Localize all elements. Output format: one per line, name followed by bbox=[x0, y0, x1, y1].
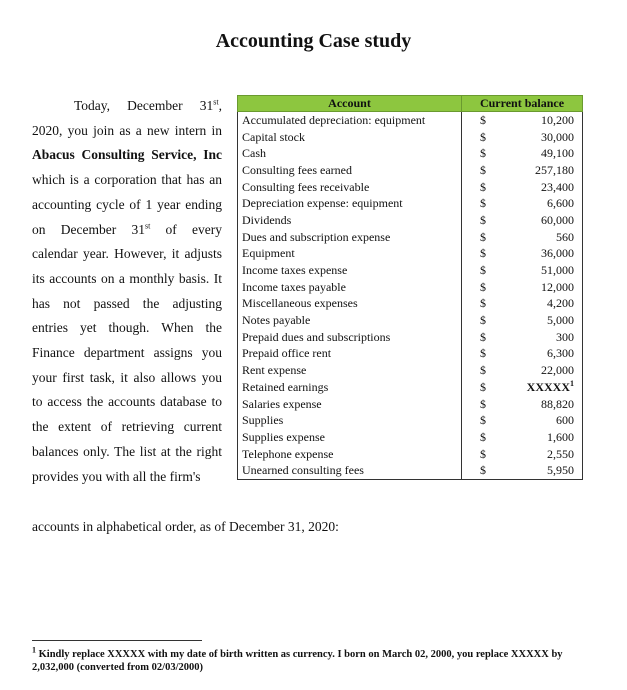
currency-symbol: $ bbox=[480, 246, 486, 261]
account-name: Depreciation expense: equipment bbox=[238, 195, 462, 212]
table-row bbox=[238, 396, 583, 413]
account-balance bbox=[504, 379, 583, 396]
account-name: Income taxes expense bbox=[238, 262, 462, 279]
table-row bbox=[238, 162, 583, 179]
currency-symbol: $ bbox=[480, 229, 486, 244]
account-name: Consulting fees receivable bbox=[238, 179, 462, 196]
account-balance bbox=[504, 129, 583, 146]
balance-value: 4,200 bbox=[547, 296, 574, 311]
account-name: Miscellaneous expenses bbox=[238, 296, 462, 313]
account-balance bbox=[504, 329, 583, 346]
table-row bbox=[238, 229, 583, 246]
account-name: Rent expense bbox=[238, 362, 462, 379]
balance-value: 60,000 bbox=[541, 212, 574, 227]
table-row bbox=[238, 129, 583, 146]
account-balance bbox=[504, 246, 583, 263]
balance-value: 23,400 bbox=[541, 179, 574, 194]
balance-value: 6,300 bbox=[547, 346, 574, 361]
currency-symbol: $ bbox=[480, 146, 486, 161]
header-account: Account bbox=[238, 96, 462, 112]
account-name: Supplies expense bbox=[238, 429, 462, 446]
footnote-divider bbox=[32, 640, 202, 641]
balance-value: 49,100 bbox=[541, 146, 574, 161]
currency-symbol: $ bbox=[480, 279, 486, 294]
account-balance bbox=[504, 145, 583, 162]
account-balance bbox=[504, 429, 583, 446]
table-row bbox=[238, 362, 583, 379]
currency-symbol: $ bbox=[480, 313, 486, 328]
account-balance bbox=[504, 229, 583, 246]
account-balance bbox=[504, 262, 583, 279]
currency-symbol: $ bbox=[480, 112, 486, 127]
account-balance bbox=[504, 179, 583, 196]
balance-value: 1,600 bbox=[547, 429, 574, 444]
table-row bbox=[238, 412, 583, 429]
balance-value: 2,550 bbox=[547, 446, 574, 461]
account-name: Notes payable bbox=[238, 312, 462, 329]
account-name: Cash bbox=[238, 145, 462, 162]
intro-date: Today, December 31st bbox=[74, 97, 219, 113]
balance-value: 6,600 bbox=[547, 196, 574, 211]
account-balance bbox=[504, 346, 583, 363]
account-balance bbox=[504, 296, 583, 313]
currency-symbol: $ bbox=[480, 396, 486, 411]
table-row bbox=[238, 296, 583, 313]
table-row bbox=[238, 312, 583, 329]
balance-value: 600 bbox=[556, 413, 574, 428]
balance-value: 12,000 bbox=[541, 279, 574, 294]
accounts-table bbox=[237, 95, 583, 480]
account-balance bbox=[504, 412, 583, 429]
table-row bbox=[238, 429, 583, 446]
table-row bbox=[238, 279, 583, 296]
account-name: Dues and subscription expense bbox=[238, 229, 462, 246]
account-name: Equipment bbox=[238, 246, 462, 263]
account-name: Prepaid dues and subscriptions bbox=[238, 329, 462, 346]
currency-symbol: $ bbox=[480, 446, 486, 461]
account-balance bbox=[504, 462, 583, 479]
intro-paragraph: Today, December 31st, 2020, you join as a new intern in Abacus Consulting Service, Inc which is a corporation that has an accounting cycle of 1 year ending on December 31st of every calendar year. However, it adjusts its accounts on a monthly basis. It has not passed the adjusting entries yet though. When the Finance department assigns you your first task, it also allows you to access the accounts database to the extent of retrieving current balances only. The list at the right provides you with all the firm's bbox=[32, 97, 222, 484]
balance-value: 22,000 bbox=[541, 363, 574, 378]
table-row bbox=[238, 379, 583, 396]
currency-symbol: $ bbox=[480, 296, 486, 311]
balance-value: 36,000 bbox=[541, 246, 574, 261]
account-balance bbox=[504, 112, 583, 129]
company-name: Abacus Consulting Service, Inc bbox=[32, 147, 222, 163]
table-row bbox=[238, 446, 583, 463]
table-row bbox=[238, 329, 583, 346]
intro-last-line: accounts in alphabetical order, as of December 31, 2020: bbox=[32, 519, 339, 534]
account-balance bbox=[504, 362, 583, 379]
currency-symbol: $ bbox=[480, 129, 486, 144]
currency-symbol: $ bbox=[480, 179, 486, 194]
table-row bbox=[238, 212, 583, 229]
account-balance bbox=[504, 396, 583, 413]
balance-value: 5,950 bbox=[547, 463, 574, 478]
balance-value: 5,000 bbox=[547, 313, 574, 328]
currency-symbol: $ bbox=[480, 196, 486, 211]
currency-symbol: $ bbox=[480, 263, 486, 278]
balance-value: 51,000 bbox=[541, 263, 574, 278]
account-name: Accumulated depreciation: equipment bbox=[238, 112, 462, 129]
table-row bbox=[238, 112, 583, 129]
table-row bbox=[238, 195, 583, 212]
account-balance bbox=[504, 279, 583, 296]
balance-value: 30,000 bbox=[541, 129, 574, 144]
document-title: Accounting Case study bbox=[215, 30, 412, 52]
currency-symbol: $ bbox=[480, 413, 486, 428]
balance-value: XXXXX bbox=[526, 379, 570, 394]
footnote bbox=[32, 645, 592, 674]
account-balance bbox=[504, 195, 583, 212]
currency-symbol: $ bbox=[480, 363, 486, 378]
table-row bbox=[238, 246, 583, 263]
account-name: Prepaid office rent bbox=[238, 346, 462, 363]
account-name: Dividends bbox=[238, 212, 462, 229]
currency-symbol: $ bbox=[480, 329, 486, 344]
currency-symbol: $ bbox=[480, 379, 486, 394]
balance-value: 10,200 bbox=[541, 112, 574, 127]
currency-symbol: $ bbox=[462, 462, 505, 479]
balance-value: 560 bbox=[556, 229, 574, 244]
balance-value: 257,180 bbox=[535, 162, 574, 177]
table-row bbox=[238, 346, 583, 363]
table-header-row bbox=[238, 96, 583, 112]
account-balance bbox=[504, 446, 583, 463]
account-name: Consulting fees earned bbox=[238, 162, 462, 179]
account-name: Supplies bbox=[238, 412, 462, 429]
currency-symbol: $ bbox=[480, 429, 486, 444]
account-balance bbox=[504, 312, 583, 329]
account-balance bbox=[504, 212, 583, 229]
currency-symbol: $ bbox=[480, 346, 486, 361]
table-row bbox=[238, 179, 583, 196]
table-row bbox=[238, 262, 583, 279]
account-name: Salaries expense bbox=[238, 396, 462, 413]
footnote-reference: 1 bbox=[570, 378, 574, 388]
currency-symbol: $ bbox=[480, 162, 486, 177]
footnote-mark: 1 bbox=[32, 645, 36, 655]
account-name: Retained earnings bbox=[238, 379, 462, 396]
balance-value: 88,820 bbox=[541, 396, 574, 411]
account-name: Unearned consulting fees bbox=[238, 462, 462, 479]
account-name: Telephone expense bbox=[238, 446, 462, 463]
account-name: Income taxes payable bbox=[238, 279, 462, 296]
balance-value: 300 bbox=[556, 329, 574, 344]
table-row bbox=[238, 145, 583, 162]
account-balance bbox=[504, 162, 583, 179]
account-name: Capital stock bbox=[238, 129, 462, 146]
header-current-balance: Current balance bbox=[462, 96, 583, 112]
currency-symbol: $ bbox=[480, 212, 486, 227]
table-row bbox=[238, 462, 583, 479]
footnote-text: Kindly replace XXXXX with my date of birth written as currency. I born on March 02, 2000, you replace XXXXX by 2,032,000 (converted from 02/03/2000) bbox=[32, 649, 563, 673]
